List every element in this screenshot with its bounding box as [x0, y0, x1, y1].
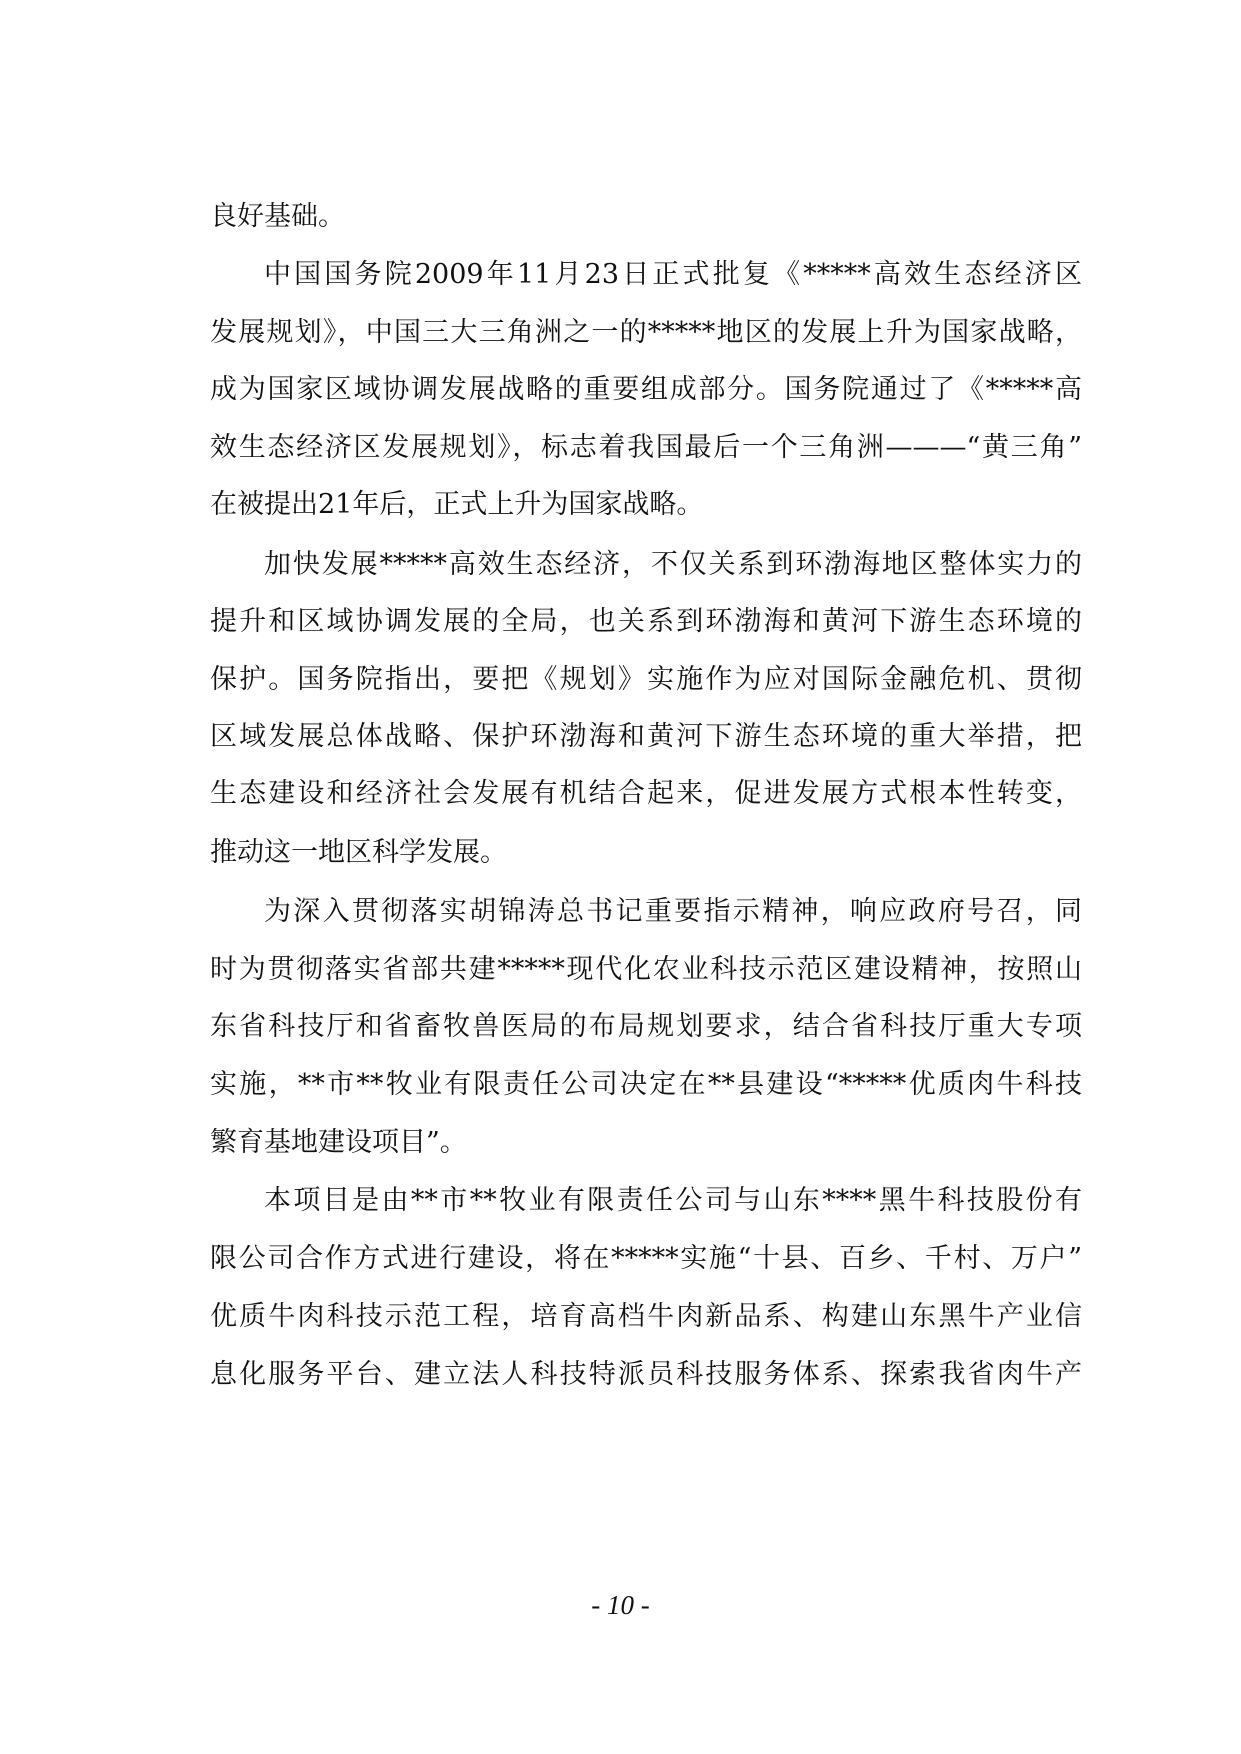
paragraph-line: 保护。国务院指出，要把《规划》实施作为应对国际金融危机、贯彻: [210, 664, 1082, 695]
paragraph-line: 区域发展总体战略、保护环渤海和黄河下游生态环境的重大举措，把: [210, 721, 1082, 752]
paragraph-line: 中国国务院2009年11月23日正式批复《*****高效生态经济区: [264, 259, 1082, 290]
paragraph-line: 为深入贯彻落实胡锦涛总书记重要指示精神，响应政府号召，同: [264, 896, 1082, 927]
paragraph-line: 良好基础。: [210, 201, 345, 232]
paragraph-line: 繁育基地建设项目”。: [210, 1127, 467, 1158]
paragraph-line: 时为贯彻落实省部共建*****现代化农业科技示范区建设精神，按照山: [210, 954, 1082, 985]
paragraph-line: 在被提出21年后，正式上升为国家战略。: [210, 489, 704, 520]
paragraph-line: 效生态经济区发展规划》，标志着我国最后一个三角洲———“黄三角”: [210, 432, 1082, 463]
paragraph-line: 本项目是由**市**牧业有限责任公司与山东****黑牛科技股份有: [264, 1185, 1082, 1216]
paragraph-line: 优质牛肉科技示范工程，培育高档牛肉新品系、构建山东黑牛产业信: [210, 1301, 1082, 1332]
paragraph-line: 成为国家区域协调发展战略的重要组成部分。国务院通过了《*****高: [210, 374, 1082, 405]
page-number: - 10 -: [591, 1590, 650, 1620]
paragraph-line: 推动这一地区科学发展。: [210, 837, 507, 868]
paragraph-line: 限公司合作方式进行建设，将在*****实施“十县、百乡、千村、万户”: [210, 1243, 1082, 1274]
paragraph-line: 东省科技厅和省畜牧兽医局的布局规划要求，结合省科技厅重大专项: [210, 1011, 1082, 1042]
paragraph-line: 息化服务平台、建立法人科技特派员科技服务体系、探索我省肉牛产: [210, 1359, 1082, 1390]
paragraph-line: 生态建设和经济社会发展有机结合起来，促进发展方式根本性转变，: [210, 778, 1082, 809]
paragraph-line: 发展规划》，中国三大三角洲之一的*****地区的发展上升为国家战略，: [210, 317, 1082, 348]
paragraph-line: 提升和区域协调发展的全局，也关系到环渤海和黄河下游生态环境的: [210, 606, 1082, 637]
paragraph-line: 实施，**市**牧业有限责任公司决定在**县建设“*****优质肉牛科技: [210, 1069, 1082, 1100]
paragraph-line: 加快发展*****高效生态经济，不仅关系到环渤海地区整体实力的: [264, 549, 1082, 580]
